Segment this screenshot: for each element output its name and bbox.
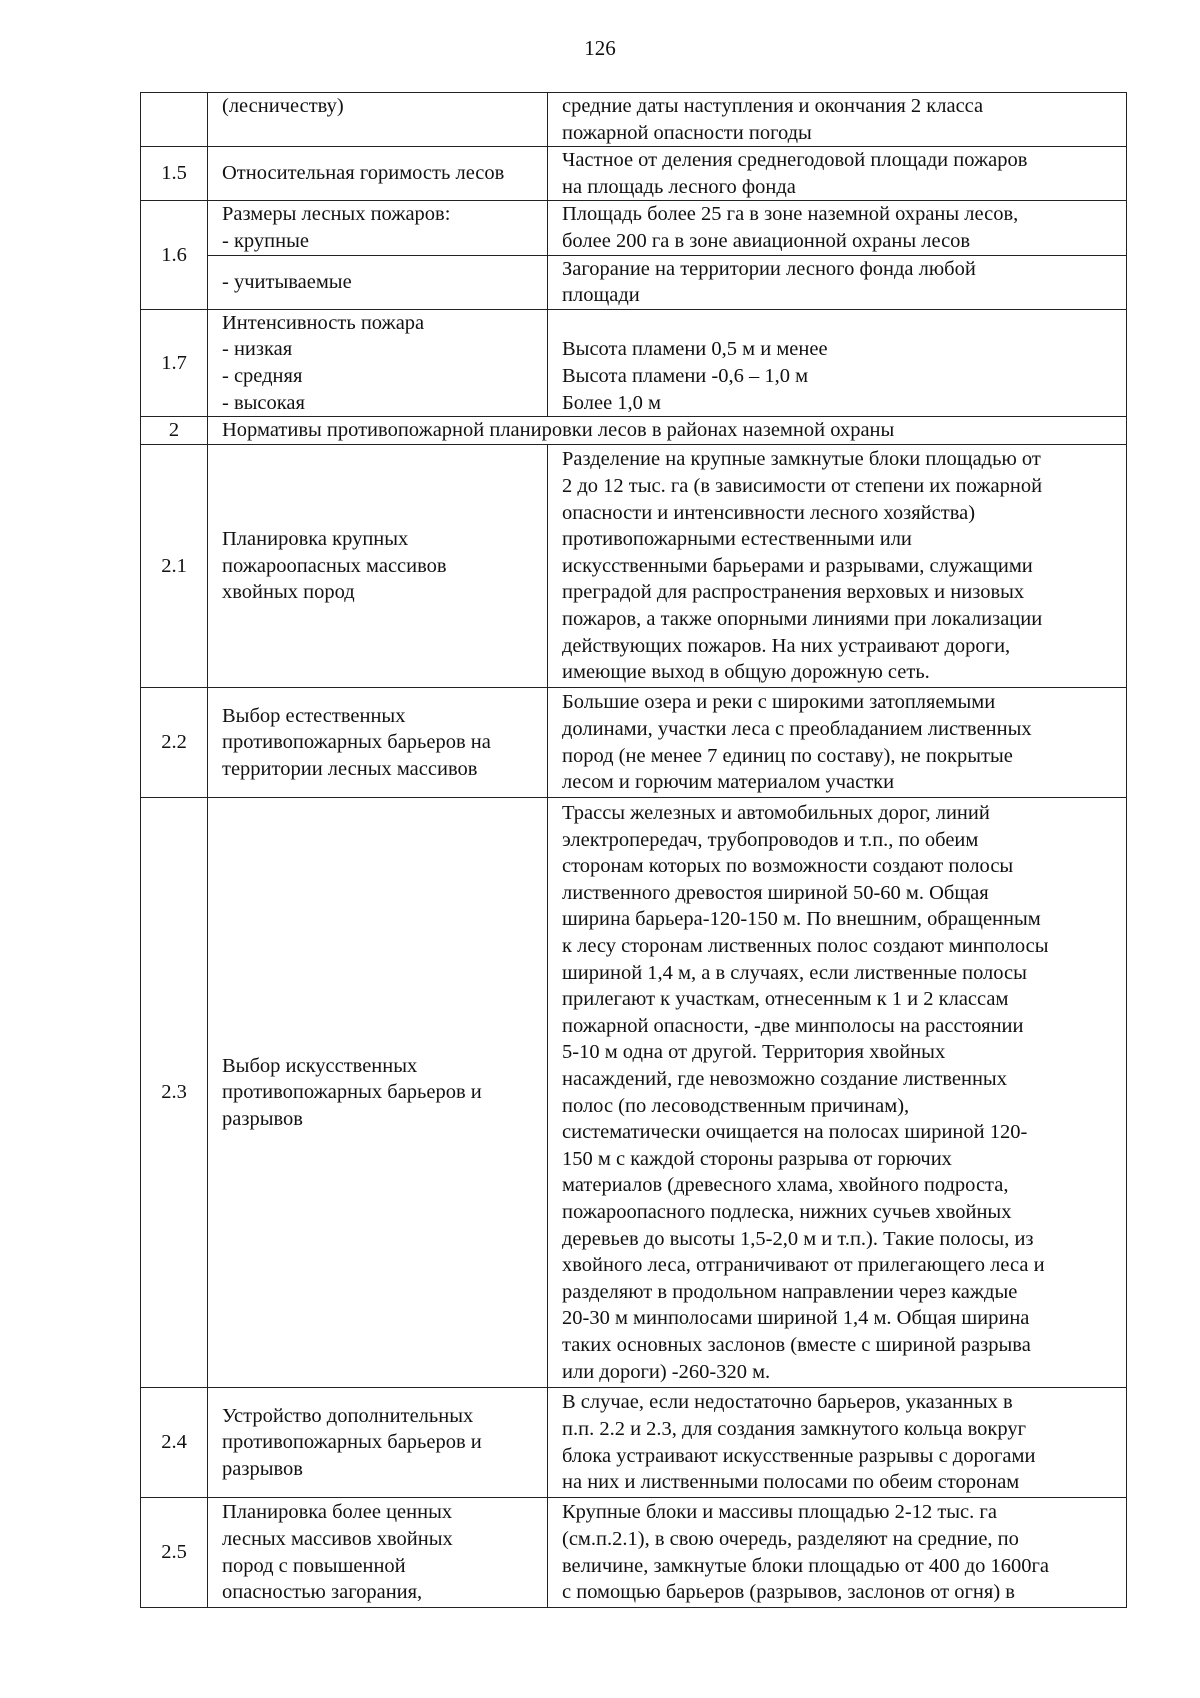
row-number: 2.4	[141, 1388, 208, 1498]
table-row	[141, 688, 1127, 798]
row-name: Интенсивность пожара - низкая - средняя - высокая	[208, 309, 548, 416]
row-description: Разделение на крупные замкнутые блоки площадью от 2 до 12 тыс. га (в зависимости от степени их пожарной опасности и интенсивности лесного хозяйства) противопожарными естественными или искусственными барьерами и разрывами, служащими преградой для распространения верховых и низовых пожаров, а также опорными линиями при локализации действующих пожаров. На них устраивают дороги, имеющие выход в общую дорожную сеть.	[548, 445, 1127, 688]
row-description: Крупные блоки и массивы площадью 2-12 тыс. га (см.п.2.1), в свою очередь, разделяют на средние, по величине, замкнутые блоки площадью от 400 до 1600га с помощью барьеров (разрывов, заслонов от огня) в	[548, 1498, 1127, 1608]
table-row	[141, 445, 1127, 688]
row-description: Большие озера и реки с широкими затопляемыми долинами, участки леса с преобладанием лиственных пород (не менее 7 единиц по составу), не покрытые лесом и горючим материалом участки	[548, 688, 1127, 798]
row-name: - учитываемые	[208, 255, 548, 309]
row-number: 1.7	[141, 309, 208, 416]
row-number: 2.1	[141, 445, 208, 688]
page-number: 126	[584, 36, 616, 60]
row-number: 1.5	[141, 147, 208, 201]
table-row	[141, 147, 1127, 201]
row-number: 1.6	[141, 201, 208, 309]
row-description: средние даты наступления и окончания 2 класса пожарной опасности погоды	[548, 93, 1127, 147]
row-name: Выбор естественных противопожарных барьеров на территории лесных массивов	[208, 688, 548, 798]
row-description: Трассы железных и автомобильных дорог, линий электропередач, трубопроводов и т.п., по обеим сторонам которых по возможности создают полосы лиственного древостоя шириной 50-60 м. Общая ширина барьера-120-150 м. По внешним, обращенным к лесу сторонам лиственных полос создают минполосы шириной 1,4 м, а в случаях, если лиственные полосы прилегают к участкам, отнесенным к 1 и 2 классам пожарной опасности, -две минполосы на расстоянии 5-10 м одна от другой. Территория хвойных насаждений, где невозможно создание лиственных полос (по лесоводственным причинам), систематически очищается на полосах шириной 120- 150 м с каждой стороны разрыва от горючих материалов (древесного хлама, хвойного подроста, пожароопасного подлеска, нижних сучьев хвойных деревьев до высоты 1,5-2,0 м и т.п.). Такие полосы, из хвойного леса, отграничивают от прилегающего леса и разделяют в продольном направлении через каждые 20-30 м минполосами шириной 1,4 м. Общая ширина таких основных заслонов (вместе с шириной разрыва или дороги) -260-320 м.	[548, 798, 1127, 1388]
table-row	[141, 798, 1127, 1388]
row-name: Планировка более ценных лесных массивов хвойных пород с повышенной опасностью загорания,	[208, 1498, 548, 1608]
row-description: Высота пламени 0,5 м и менее Высота пламени -0,6 – 1,0 м Более 1,0 м	[548, 309, 1127, 416]
table-row	[141, 93, 1127, 147]
row-description: Площадь более 25 га в зоне наземной охраны лесов, более 200 га в зоне авиационной охраны лесов	[548, 201, 1127, 255]
row-number: 2.5	[141, 1498, 208, 1608]
table-row	[141, 417, 1127, 445]
row-name: Относительная горимость лесов	[208, 147, 548, 201]
table-row	[141, 255, 1127, 309]
row-description: Загорание на территории лесного фонда любой площади	[548, 255, 1127, 309]
table-row	[141, 1388, 1127, 1498]
row-description: В случае, если недостаточно барьеров, указанных в п.п. 2.2 и 2.3, для создания замкнутого кольца вокруг блока устраивают искусственные разрывы с дорогами на них и лиственными полосами по обеим сторонам	[548, 1388, 1127, 1498]
row-name: Размеры лесных пожаров: - крупные	[208, 201, 548, 255]
table-row	[141, 201, 1127, 255]
row-name: Планировка крупных пожароопасных массивов хвойных пород	[208, 445, 548, 688]
row-name: Выбор искусственных противопожарных барьеров и разрывов	[208, 798, 548, 1388]
row-number: 2.2	[141, 688, 208, 798]
row-name: Устройство дополнительных противопожарных барьеров и разрывов	[208, 1388, 548, 1498]
row-number	[141, 93, 208, 147]
table-row	[141, 1498, 1127, 1608]
row-number: 2.3	[141, 798, 208, 1388]
row-description: Частное от деления среднегодовой площади пожаров на площадь лесного фонда	[548, 147, 1127, 201]
section-title: Нормативы противопожарной планировки лесов в районах наземной охраны	[208, 417, 1127, 445]
section-number: 2	[141, 417, 208, 445]
fire-norms-table	[140, 92, 1127, 1608]
table-row	[141, 309, 1127, 416]
row-name: (лесничеству)	[208, 93, 548, 147]
